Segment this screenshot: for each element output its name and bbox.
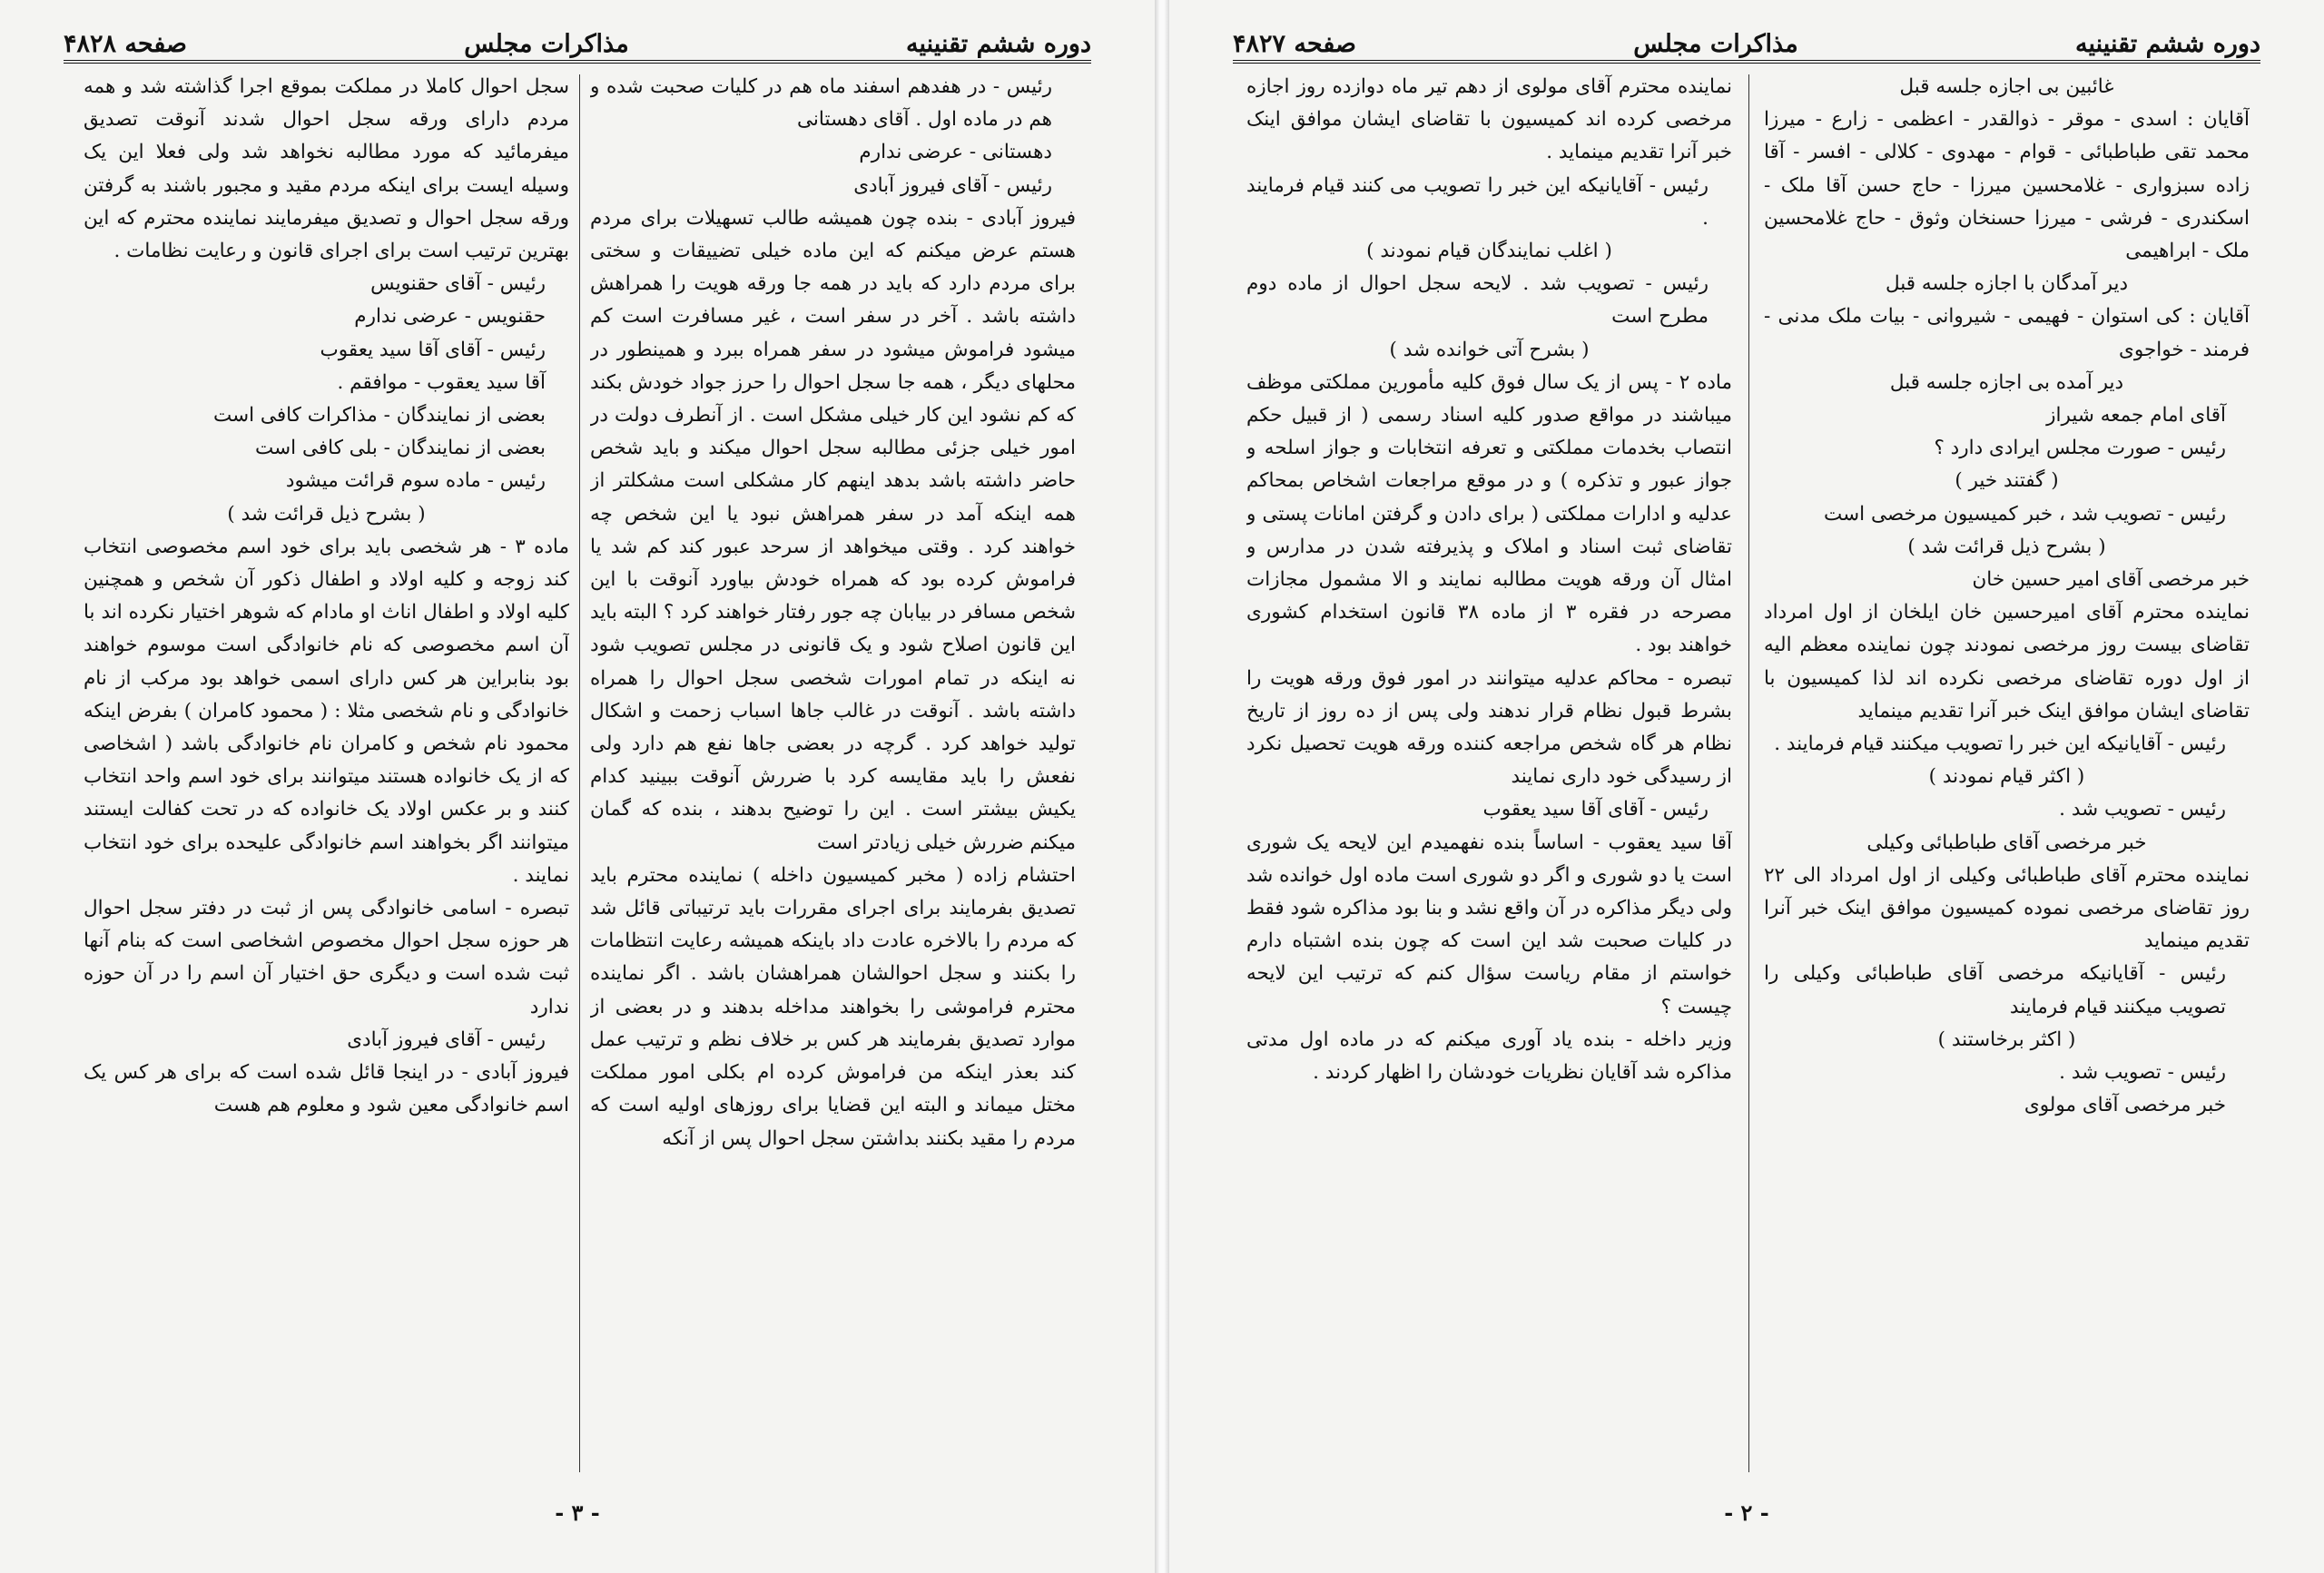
centered-heading: ( اکثر برخاستند ) bbox=[1937, 1027, 2076, 1051]
page-header bbox=[64, 16, 1091, 58]
text-column-left bbox=[84, 71, 569, 1487]
text-column-right bbox=[1764, 71, 2250, 1487]
paragraph: دهستانی - عرضی ندارم bbox=[859, 141, 1052, 164]
paragraph: نماینده محترم آقای طباطبائی وکیلی از اول امرداد الی ۲۲ روز تقاضای مرخصی نموده کمیسیون موافق اینک خبر آنرا تقدیم مینماید bbox=[1764, 863, 2250, 953]
session-label: دوره ششم تقنینیه bbox=[906, 30, 1091, 58]
centered-heading: دیر آمدگان با اجازه جلسه قبل bbox=[1885, 272, 2129, 296]
centered-heading: دیر آمده بی اجازه جلسه قبل bbox=[1889, 370, 2124, 394]
journal-title: مذاکرات مجلس bbox=[464, 30, 629, 58]
paragraph: فیروز آبادی - در اینجا قائل شده است که برای هر کس یک اسم خانوادگی معین شود و معلوم هم هست bbox=[84, 1061, 569, 1117]
paragraph: تبصره - اسامی خانوادگی پس از ثبت در دفتر سجل احوال هر حوزه سجل احوال مخصوص اشخاصی است که بنام آنها ثبت شده است و دیگری حق اختیار آن اسم را در آن حوزه ندارد bbox=[84, 897, 569, 1018]
paragraph: نماینده محترم آقای مولوی از دهم تیر ماه دوازده روز اجازه مرخصی کرده اند کمیسیون با تقاضای ایشان موافق اینک خبر آنرا تقدیم مینماید . bbox=[1246, 75, 1732, 164]
paragraph: رئیس - تصویب شد ، خبر کمیسیون مرخصی است bbox=[1824, 502, 2226, 526]
paragraph: آقای امام جمعه شیراز bbox=[2046, 404, 2226, 428]
page-number-label: صفحه ۴۸۲۸ bbox=[64, 30, 187, 58]
session-label: دوره ششم تقنینیه bbox=[2075, 30, 2260, 58]
paragraph: آقایان : اسدی - موقر - ذوالقدر - اعظمی - زارع - میرزا محمد تقی طباطبائی - قوام - مهدوی - کلالی - افسر - آقا زاده سبزواری - غلامحسین میرزا - حاج حسن آقا ملک - اسکندری - فرشی - میرزا حسنخان وثوق - حاج غلامحسین ملک - ابراهیمی bbox=[1764, 108, 2250, 263]
paragraph: ماده ۳ - هر شخصی باید برای خود اسم مخصوصی انتخاب کند زوجه و کلیه اولاد و اطفال ذکور آن شخص و همچنین کلیه اولاد و اطفال اناث او مادام که شوهر اختیار نکرده اند با آن اسم مخصوصی که نام خانوادگی است موسوم خواهند بود بنابراین هر کس دارای اسمی خواهد بود مرکب از نام خانوادگی و نام شخصی مثلا : ( محمود کامران ) بفرض اینکه محمود نام شخص و کامران نام خانوادگی باشد ( اشخاصی که از یک خانواده هستند میتوانند برای خود اسم واحد انتخاب کنند و بر عکس اولاد یک خانواده که در تحت کفالت ایستند میتوانند اگر بخواهند اسم خانوادگی علیحده برای خود انتخاب نمایند . bbox=[84, 535, 569, 887]
centered-heading: غائبین بی اجازه جلسه قبل bbox=[1899, 75, 2114, 98]
left-page bbox=[0, 0, 1155, 1573]
paragraph: آقا سید یعقوب - اساساً بنده نفهمیدم این لایحه یک شوری است یا دو شوری و اگر دو شوری است ماده اول خوانده شد ولی دیگر مذاکره در آن واقع نشد و بنا بود مذاکره شود فقط در کلیات صحبت شد این است که چون بنده اشتباه دارم خواستم از مقام ریاست سؤال کنم که ترتیب این لایحه چیست ؟ bbox=[1246, 831, 1732, 1018]
page-footer-number: - ۲ - bbox=[1724, 1499, 1769, 1526]
paragraph: رئیس - آقای آقا سید یعقوب bbox=[1482, 798, 1709, 821]
paragraph: رئیس - آقایانیکه این خبر را تصویب میکنند قیام فرمایند . bbox=[1774, 732, 2226, 756]
header-rule bbox=[64, 60, 1091, 64]
column-divider bbox=[1748, 74, 1749, 1472]
paragraph: آقا سید یعقوب - موافقم . bbox=[337, 370, 546, 394]
header-rule bbox=[1233, 60, 2260, 64]
paragraph: حقنویس - عرضی ندارم bbox=[354, 305, 546, 329]
centered-heading: ( اکثر قیام نمودند ) bbox=[1928, 765, 2085, 789]
centered-heading: ( بشرح ذیل قرائت شد ) bbox=[1907, 535, 2106, 558]
page-number-label: صفحه ۴۸۲۷ bbox=[1233, 30, 1356, 58]
centered-heading: ( بشرح آتی خوانده شد ) bbox=[1389, 338, 1590, 361]
paragraph: رئیس - آقایانیکه این خبر را تصویب می کنند قیام فرمایند . bbox=[1246, 173, 1709, 230]
centered-heading: ( اغلب نمایندگان قیام نمودند ) bbox=[1366, 240, 1612, 263]
paragraph: فیروز آبادی - بنده چون همیشه طالب تسهیلات برای مردم هستم عرض میکنم که این ماده خیلی تضییقات و سختی برای مردم دارد که باید در همه جا ورقه هویت را همراهش داشته باشد . آخر در سفر است ، غیر مسافرت است کم میشود فراموش میشود در سفر همراه ببرد و همینطور در محلهای دیگر ، همه جا سجل احوال را حرز جواد خودش بکند که کم نشود این کار خیلی مشکل است . از آنطرف دولت در امور خیلی جزئی مطالبه سجل احوال میکند و باید شخص حاضر داشته باشد بدهد اینهم کار مشکلی است مشکلتر از همه اینکه آمد در سفر همراهش نبود یا این شخص چه خواهند کرد . وقتی میخواهد از سرحد عبور کند کم شد یا فراموش کرده بود که همراه خودش بیاورد آنوقت با این شخص مسافر در بیابان چه جور رفتار خواهند کرد ؟ البته باید این قانون اصلاح شود و یک قانونی در مجلس تصویب شود نه اینکه در تمام امورات شخصی سجل احوال را همراه داشته باشد . آنوقت در غالب جاها اسباب زحمت و اشکال تولید خواهد کرد . گرچه در بعضی جاها نفع هم دارد ولی نفعش را باید مقایسه کرد با ضررش آنوقت ببینید کدام یکیش بیشتر است . این را توضیح بدهند ، بنده که گمان میکنم ضررش خیلی زیادتر است bbox=[590, 206, 1076, 854]
paragraph: رئیس - آقای فیروز آبادی bbox=[347, 1027, 546, 1051]
column-divider bbox=[579, 74, 580, 1472]
centered-heading: ( بشرح ذیل قرائت شد ) bbox=[227, 502, 426, 526]
paragraph: رئیس - ماده سوم قرائت میشود bbox=[285, 469, 546, 493]
paragraph: رئیس - صورت مجلس ایرادی دارد ؟ bbox=[1934, 437, 2226, 460]
paragraph: رئیس - آقای حقنویس bbox=[370, 272, 546, 296]
paragraph: خبر مرخصی آقای امیر حسین خان bbox=[1972, 568, 2250, 592]
paragraph: رئیس - آقای فیروز آبادی bbox=[853, 173, 1052, 197]
text-column-left bbox=[1246, 71, 1732, 1487]
paragraph: بعضی از نمایندگان - بلی کافی است bbox=[255, 437, 546, 460]
journal-title: مذاکرات مجلس bbox=[1633, 30, 1798, 58]
paragraph: وزیر داخله - بنده یاد آوری میکنم که در ماده اول مدتی مذاکره شد آقایان نظریات خودشان را اظهار کردند . bbox=[1246, 1027, 1732, 1085]
paragraph: سجل احوال کاملا در مملکت بموقع اجرا گذاشته شد و همه مردم دارای ورقه سجل احوال شدند آنوقت تصدیق میفرمائید که مورد مطالبه نخواهد شد ولی فعلا این یک وسیله ایست برای اینکه مردم مقید و مجبور باشند به گرفتن ورقه سجل احوال و تصدیق میفرمایند نماینده محترم که این بهترین ترتیب است برای اجرای قانون و رعایت نظامات . bbox=[84, 75, 569, 263]
centered-heading: خبر مرخصی آقای طباطبائی وکیلی bbox=[1866, 831, 2147, 854]
paragraph: رئیس - آقایانیکه مرخصی آقای طباطبائی وکیلی را تصویب میکنند قیام فرمایند bbox=[1764, 962, 2226, 1018]
paragraph: ماده ۲ - پس از یک سال فوق کلیه مأمورین مملکتی موظف میباشند در مواقع صدور کلیه اسناد رسمی ( از قبیل حکم انتصاب بخدمات مملکتی و تعرفه انتخابات و جواز اسلحه و جواز عبور و تذکره ) و در موقع مراجعات اشخاص بمحاکم عدلیه و ادارات مملکتی ( برای دادن و گرفتن امانات پستی و تقاضای ثبت اسناد و املاک و پذیرفته شدن در مدارس و امثال آن ورقه هویت مطالبه نمایند و الا مشمول مجازات مصرحه در فقره ۳ از ماده ۳۸ قانون استخدام کشوری خواهند بود . bbox=[1246, 370, 1732, 657]
text-column-right bbox=[590, 71, 1076, 1487]
paragraph: آقایان : کی استوان - فهیمی - شیروانی - بیات ملک مدنی - فرمند - خواجوی bbox=[1764, 305, 2250, 361]
paragraph: خبر مرخصی آقای مولوی bbox=[2024, 1094, 2226, 1117]
paragraph: رئیس - تصویب شد . bbox=[2059, 798, 2226, 821]
centered-heading: ( گفتند خیر ) bbox=[1955, 469, 2059, 493]
paragraph: رئیس - تصویب شد . bbox=[2059, 1061, 2226, 1085]
paragraph: نماینده محترم آقای امیرحسین خان ایلخان از اول امرداد تقاضای بیست روز مرخصی نمودند چون نماینده معظم الیه از اول دوره تقاضای مرخصی نکرده اند لذا کمیسیون با تقاضای ایشان موافق اینک خبر آنرا تقدیم مینماید bbox=[1764, 601, 2250, 723]
paragraph: رئیس - تصویب شد . لایحه سجل احوال از ماده دوم مطرح است bbox=[1246, 272, 1709, 329]
page-header bbox=[1233, 16, 2260, 58]
paragraph: تبصره - محاکم عدلیه میتوانند در امور فوق ورقه هویت را بشرط قبول نظام قرار ندهند ولی پس از ده روز از تاریخ نظام هر گاه شخص مراجعه کننده ورقه هویت تحصیل نکرد از رسیدگی خود داری نمایند bbox=[1246, 666, 1732, 789]
paragraph: احتشام زاده ( مخبر کمیسیون داخله ) نماینده محترم باید تصدیق بفرمایند برای اجرای مقررات باید ترتیباتی قائل شد که مردم را بالاخره عادت داد باینکه همیشه رعایت انتظامات را بکنند و سجل احوالشان همراهشان باشد . اگر نماینده محترم فراموشی را بخواهند مداخله بدهند و در بعضی از موارد تصدیق بفرمایند هر کس بر خلاف نظم و ترتیب عمل کند بعذر اینکه من فراموش کرده ام بکلی امور مملکت مختل میماند و البته این قضایا برای روزهای اولیه است که مردم را مقید بکنند بداشتن سجل احوال پس از آنکه bbox=[590, 863, 1076, 1150]
paragraph: رئیس - در هفدهم اسفند ماه هم در کلیات صحبت شده و هم در ماده اول . آقای دهستانی bbox=[590, 75, 1052, 132]
right-page bbox=[1169, 0, 2324, 1573]
page-footer-number: - ۳ - bbox=[555, 1499, 600, 1526]
paragraph: رئیس - آقای آقا سید یعقوب bbox=[320, 338, 546, 361]
paragraph: بعضی از نمایندگان - مذاکرات کافی است bbox=[212, 404, 546, 428]
